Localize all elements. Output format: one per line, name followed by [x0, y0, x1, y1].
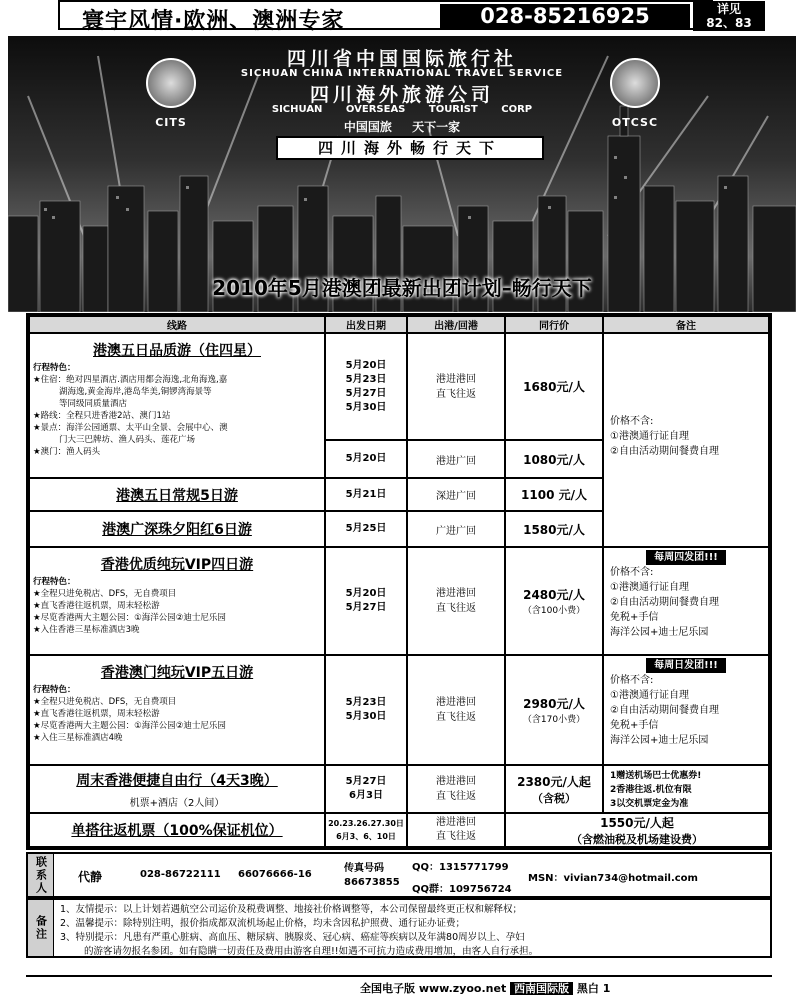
- date-cell-r2: 5月21日: [325, 478, 407, 511]
- notes-box: [26, 898, 772, 958]
- notes-label: 备注: [28, 900, 54, 956]
- header-route: 线路: [29, 316, 325, 333]
- route-title-r2: 港澳五日常规5日游: [29, 478, 325, 511]
- header-date: 出发日期: [325, 316, 407, 333]
- notes-cell-r6: 1赠送机场巴士优惠券! 2香港往返.机位有限 3以交机票定金为准: [603, 765, 769, 813]
- header-notes: 备注: [603, 316, 769, 333]
- top-banner: [58, 0, 752, 34]
- notes-cell-r1: 价格不含: ①港澳通行证自理 ②自由活动期间餐费自理: [603, 333, 769, 547]
- cits-logo: CITS: [136, 58, 206, 148]
- fax-label: 传真号码: [344, 863, 384, 874]
- date-cell-r5: 5月23日 5月30日: [325, 655, 407, 765]
- header-port: 出港/回港: [407, 316, 505, 333]
- port-cell-r3: 广进广回: [407, 511, 505, 547]
- see-pages-badge: 详见 82、83: [693, 1, 765, 31]
- contact-box: [26, 852, 772, 898]
- price-cell-r1b: 1080元/人: [505, 440, 603, 478]
- contact-name: 代静: [78, 870, 103, 884]
- footer-color: 黑白: [576, 982, 599, 995]
- slogan-box: 四川海外畅行天下: [276, 136, 544, 160]
- date-cell-r1a: 5月20日 5月23日 5月27日 5月30日: [325, 333, 407, 440]
- org-name-cn: 四川省中国国际旅行社: [286, 48, 517, 70]
- weekly-tag-r4: 每周四发团!!!: [646, 550, 726, 565]
- port-cell-r1b: 港进广回: [407, 440, 505, 478]
- brand-text: 寰宇风情·欧洲、澳洲专家: [82, 9, 345, 34]
- notes-lines: 1、友情提示：以上计划若遇航空公司运价及税费调整、地接社价格调整等，本公司保留最终更正权和解释权； 2、温馨提示：除特别注明，报价指成都双流机场起止价格，均未含因私护照费、通行证办证费； 3、特别提示：凡患有严重心脏病、高血压、糖尿病、胰腺炎、冠心病、癌症等疾病以及年满80周岁以上、孕妇 的游客请勿报名参团。如有隐瞒一切责任及费用由游客自理!!如遇不可抗力造成费用增加，由客人自行承担。: [60, 904, 539, 957]
- contact-phone-2: 66076666-16: [238, 869, 312, 880]
- price-cell-r5: 2980元/人 （含170小费）: [505, 655, 603, 765]
- date-cell-r4: 5月20日 5月27日: [325, 547, 407, 655]
- footer-page: 1: [602, 982, 611, 995]
- price-cell-r6: 2380元/人起 （含税）: [505, 765, 603, 813]
- port-cell-r4: 港进港回 直飞往返: [407, 547, 505, 655]
- phone-badge: 028-85216925: [440, 4, 690, 28]
- contact-phone-1: 028-86722111: [140, 869, 221, 880]
- port-cell-r5: 港进港回 直飞往返: [407, 655, 505, 765]
- route-features-r1: 行程特色： ★住宿：绝对四星酒店.酒店用都会海逸,北角海逸,嘉 湖海逸,黄金海岸,港岛华美,铜锣湾海景等 等同级同质量酒店 ★路线：全程只进香港2站、澳门1站 ★景点：海洋公园通票、太平山全景、会展中心、澳 门大三巴牌坊、渔人码头、莲花广场 ★澳门：渔人码头: [33, 363, 228, 457]
- notes-cell-r5: 每周日发团!!! 价格不含: ①港澳通行证自理 ②自由活动期间餐费自理 免税+手信 海洋公园+迪士尼乐园: [603, 655, 769, 765]
- motto: 中国国旅 天下一家: [343, 120, 461, 134]
- route-features-r4: 行程特色： ★全程只进免税店、DFS，无自费项目 ★直飞香港往返机票，周末轻松游 ★尽览香港两大主题公园：①海洋公园②迪士尼乐园 ★入住香港三星标准酒店3晚: [33, 577, 226, 635]
- price-cell-r4: 2480元/人 （含100小费）: [505, 547, 603, 655]
- price-cell-r1a: 1680元/人: [505, 333, 603, 440]
- route-subtitle-r6: 机票+酒店（2人间）: [129, 797, 225, 809]
- page-footer: [360, 980, 610, 996]
- route-features-r5: 行程特色： ★全程只进免税店、DFS，无自费项目 ★直飞香港往返机票，周末轻松游 ★尽览香港两大主题公园：①海洋公园②迪士尼乐园 ★入住三星标准酒店4晚: [33, 685, 226, 743]
- route-cell-r4: [29, 547, 325, 655]
- route-cell-r1: [29, 333, 325, 478]
- date-cell-r3: 5月25日: [325, 511, 407, 547]
- route-title-r5: 香港澳门纯玩VIP五日游: [100, 665, 254, 681]
- footer-site: 全国电子版 www.zyoo.net: [360, 982, 507, 995]
- fax-number: 86673855: [344, 877, 400, 888]
- qq-group: QQ群：109756724: [412, 884, 512, 895]
- route-title-r3: 港澳广深珠夕阳红6日游: [29, 511, 325, 547]
- corp-name-en: SICHUAN OVERSEAS TOURIST CORP: [271, 104, 533, 115]
- corp-name-cn: 四川海外旅游公司: [309, 84, 494, 106]
- contact-label: 联系人: [28, 854, 54, 896]
- footer-rule: [26, 975, 772, 977]
- msn-address[interactable]: MSN：vivian734@hotmail.com: [528, 873, 698, 884]
- port-cell-r7: 港进港回 直飞往返: [407, 813, 505, 847]
- tour-table: [26, 313, 772, 850]
- route-title-r7: 单搭往返机票（100%保证机位）: [29, 813, 325, 847]
- org-name-en: SICHUAN CHINA INTERNATIONAL TRAVEL SERVICE: [240, 68, 564, 79]
- price-cell-r2: 1100 元/人: [505, 478, 603, 511]
- port-cell-r6: 港进港回 直飞往返: [407, 765, 505, 813]
- port-cell-r2: 深进广回: [407, 478, 505, 511]
- route-title-r4: 香港优质纯玩VIP四日游: [100, 557, 254, 573]
- qq-number: QQ：1315771799: [412, 862, 509, 873]
- globe-icon: [146, 58, 196, 108]
- notes-cell-r4: 每周四发团!!! 价格不含: ①港澳通行证自理 ②自由活动期间餐费自理 免税+手信 海洋公园+迪士尼乐园: [603, 547, 769, 655]
- port-cell-r1a: 港进港回 直飞往返: [407, 333, 505, 440]
- emblem-icon: [610, 58, 660, 108]
- page-headline: 2010年5月港澳团最新出团计划–畅行天下: [212, 276, 592, 300]
- weekly-tag-r5: 每周日发团!!!: [646, 658, 726, 673]
- footer-edition: 西南国际版: [510, 982, 573, 995]
- price-cell-r3: 1580元/人: [505, 511, 603, 547]
- price-cell-r7: 1550元/人起 （含燃油税及机场建设费）: [505, 813, 769, 847]
- route-title-r1: 港澳五日品质游（住四星）: [93, 343, 261, 359]
- header-price: 同行价: [505, 316, 603, 333]
- date-cell-r1b: 5月20日: [325, 440, 407, 478]
- date-cell-r6: 5月27日 6月3日: [325, 765, 407, 813]
- route-title-r6: 周末香港便捷自由行（4天3晚）: [76, 772, 278, 789]
- date-cell-r7: 20.23.26.27.30日 6月3、6、10日: [325, 813, 407, 847]
- route-cell-r6: [29, 765, 325, 813]
- otcsc-logo: OTCSC: [600, 58, 670, 148]
- hero-banner: [8, 36, 796, 312]
- route-cell-r5: [29, 655, 325, 765]
